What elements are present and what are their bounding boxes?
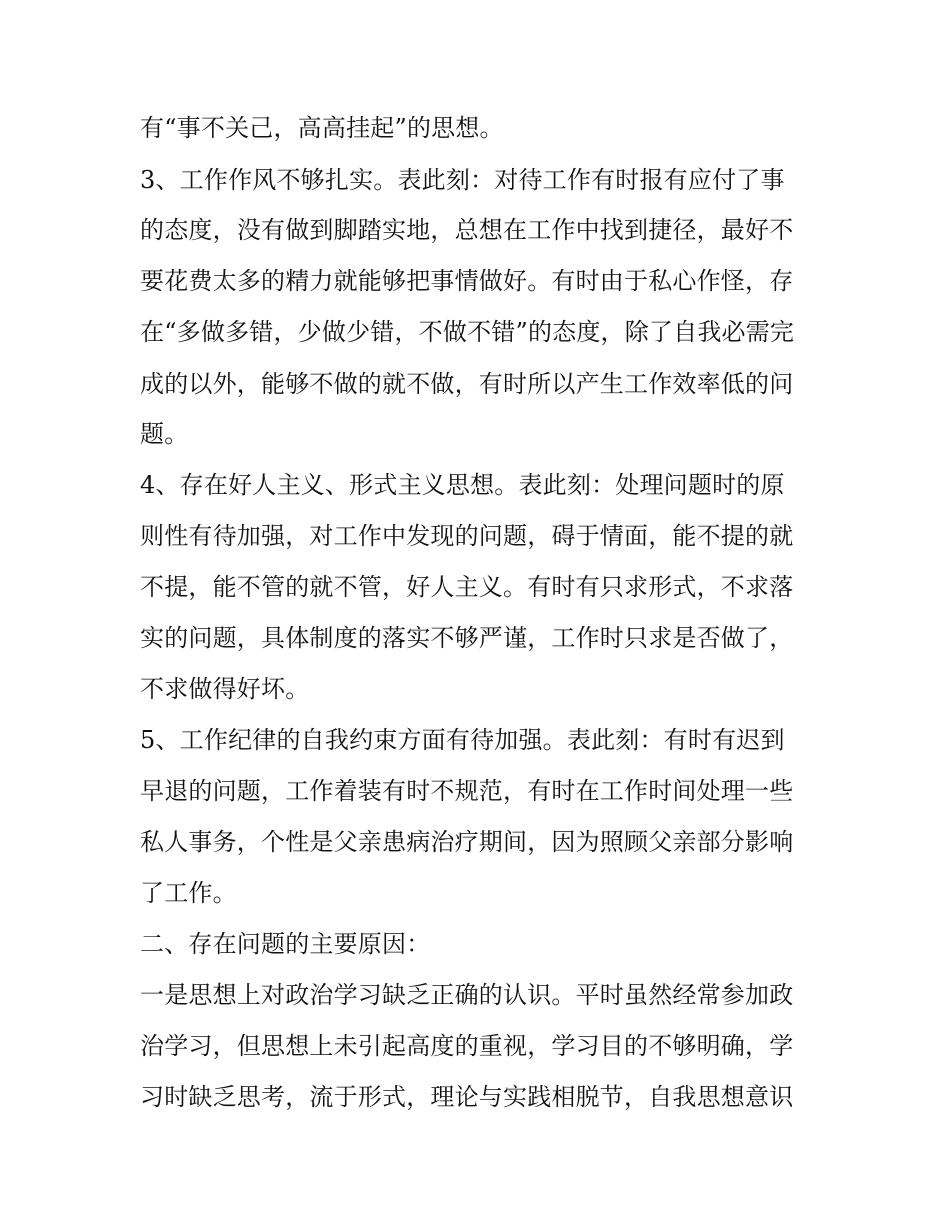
- section-heading: 二、存在问题的主要原因：: [140, 930, 431, 958]
- text-line: 治学习，但思想上未引起高度的重视，学习目的不够明确，学: [140, 1032, 794, 1060]
- text-line: 3、工作作风不够扎实。表此刻：对待工作有时报有应付了事: [140, 166, 785, 194]
- text-line: 私人事务，个性是父亲患病治疗期间，因为照顾父亲部分影响: [140, 828, 794, 856]
- text-line: 习时缺乏思考，流于形式，理论与实践相脱节，自我思想意识: [140, 1083, 794, 1111]
- text-line: 要花费太多的精力就能够把事情做好。有时由于私心作怪，存: [140, 267, 794, 295]
- text-line: 的态度，没有做到脚踏实地，总想在工作中找到捷径，最好不: [140, 216, 794, 244]
- text-line: 了工作。: [140, 879, 237, 907]
- text-line: 在“多做多错，少做少错，不做不错”的态度，除了自我必需完: [140, 318, 795, 346]
- text-line: 实的问题，具体制度的落实不够严谨，工作时只求是否做了，: [140, 624, 794, 652]
- text-line: 成的以外，能够不做的就不做，有时所以产生工作效率低的问: [140, 370, 794, 398]
- text-line: 一是思想上对政治学习缺乏正确的认识。平时虽然经常参加政: [140, 981, 794, 1009]
- text-line: 有“事不关己，高高挂起”的思想。: [140, 114, 504, 142]
- text-line: 早退的问题，工作着装有时不规范，有时在工作时间处理一些: [140, 777, 794, 805]
- text-line: 则性有待加强，对工作中发现的问题，碍于情面，能不提的就: [140, 522, 794, 550]
- text-line: 5、工作纪律的自我约束方面有待加强。表此刻：有时有迟到: [140, 726, 785, 754]
- text-line: 题。: [140, 420, 189, 448]
- text-line: 不求做得好坏。: [140, 675, 310, 703]
- text-line: 4、存在好人主义、形式主义思想。表此刻：处理问题时的原: [140, 471, 785, 499]
- text-line: 不提，能不管的就不管，好人主义。有时有只求形式，不求落: [140, 573, 794, 601]
